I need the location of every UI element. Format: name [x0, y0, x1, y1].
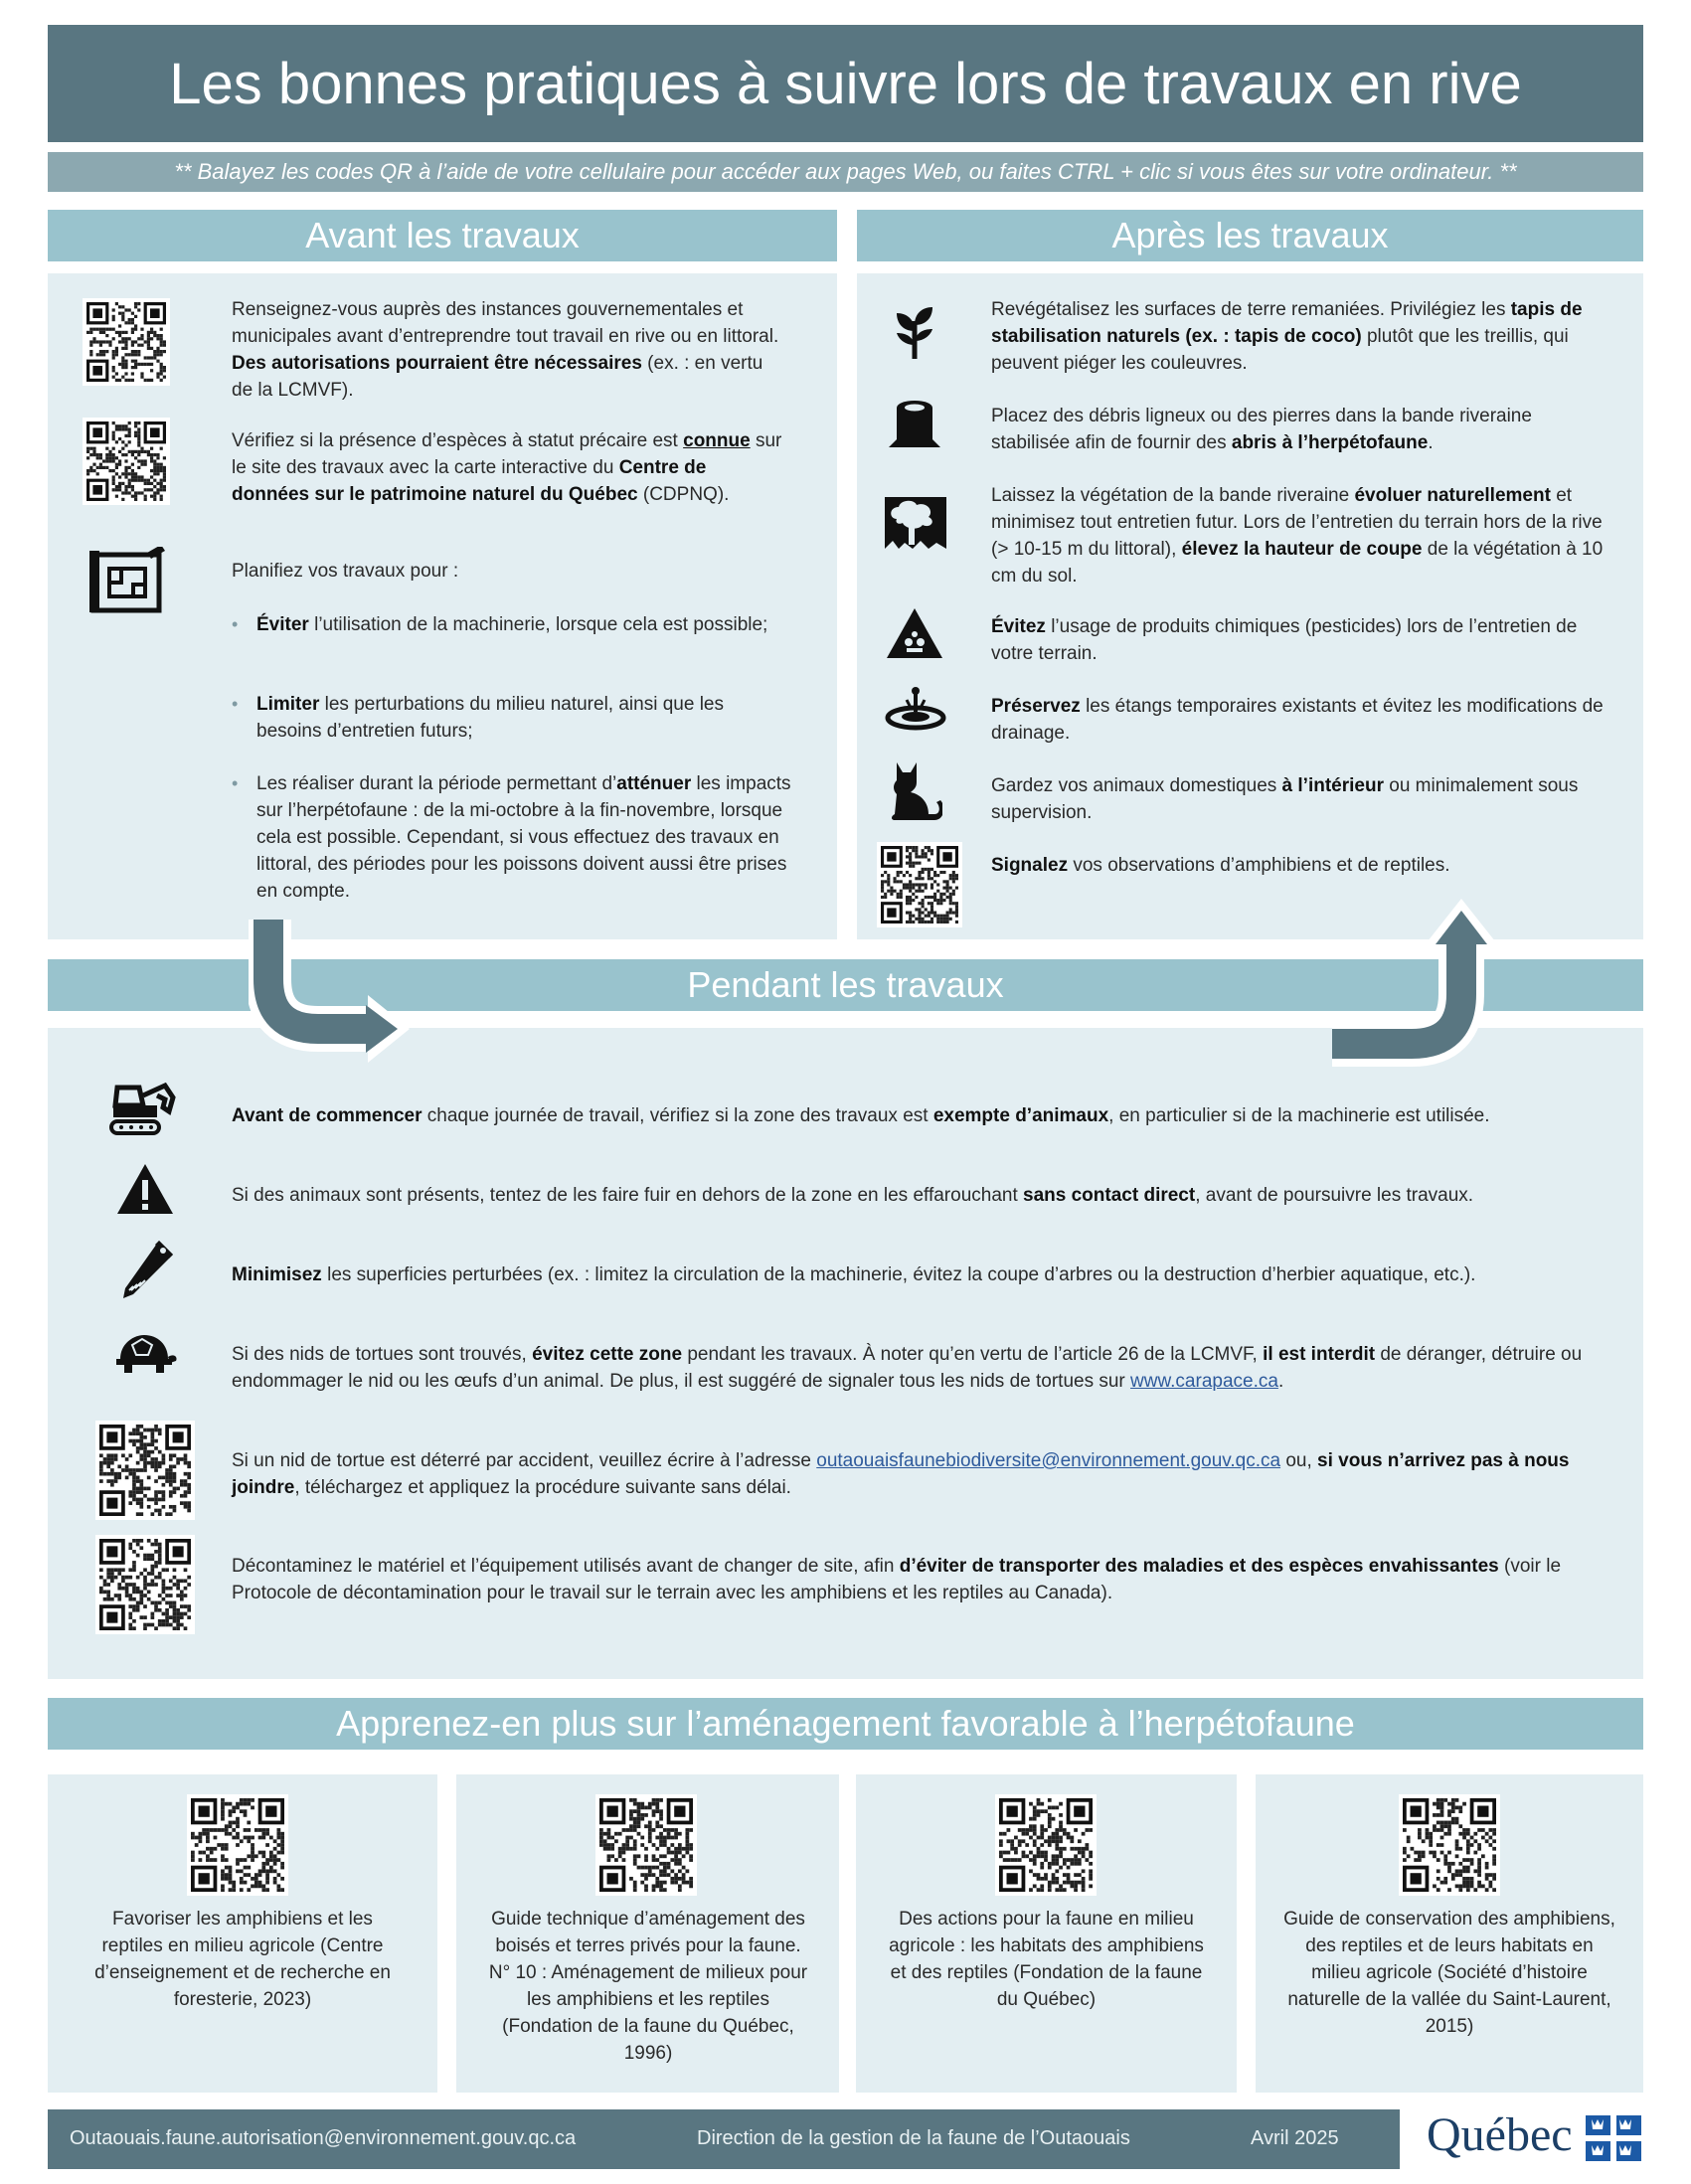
apres-item-1: Revégétalisez les surfaces de terre remaniées. Privilégiez les tapis de stabilisation naturels (ex. : tapis de coco) plutôt que les treillis, qui peuvent piéger les couleuvres. [991, 299, 1583, 374]
turtle-icon [112, 1331, 178, 1376]
learn-heading: Apprenez-en plus sur l’aménagement favorable à l’herpétofaune [48, 1698, 1643, 1750]
pendant-item-1: Avant de commencer chaque journée de travail, vérifiez si la zone des travaux est exempte d’animaux, en particulier si de la machinerie est utilisée. [232, 1105, 1490, 1126]
footer-date: Avril 2025 [1251, 2127, 1339, 2149]
saw-icon [119, 1239, 175, 1300]
blueprint-icon [87, 547, 167, 616]
email-link[interactable]: outaouaisfaunebiodiversite@environnement.gouv.qc.ca [816, 1450, 1281, 1471]
stump-icon [885, 398, 944, 452]
apres-heading: Après les travaux [857, 210, 1643, 261]
qr-instructions: ** Balayez les codes QR à l’aide de votre cellulaire pour accéder aux pages Web, ou faites CTRL + clic si vous êtes sur votre ordinateur. ** [48, 152, 1643, 192]
pendant-item-5: Si un nid de tortue est déterré par accident, veuillez écrire à l’adresse outaouaisfaunebiodiversite@environnement.gouv.qc.ca ou, si vous n’arrivez pas à nous joindre, téléchargez et appliquez la procédure suivante sans délai. [232, 1450, 1570, 1498]
chemical-warning-icon [885, 606, 944, 661]
warning-icon [115, 1162, 175, 1217]
excavator-icon [109, 1078, 179, 1137]
pendant-item-6: Décontaminez le matériel et l’équipement utilisés avant de changer de site, afin d’éviter de transporter des maladies et des espèces envahissantes (voir le Protocole de décontamination pour le travail sur le terrain avec les amphibiens et les reptiles au Canada). [232, 1556, 1562, 1603]
pond-icon [885, 686, 946, 731]
learn-card-text: Guide de conservation des amphibiens, des reptiles et de leurs habitats en milieu agricole (Société d’histoire naturelle de la vallée du Saint-Laurent, 2015) [1283, 1909, 1615, 2037]
learn-card-2[interactable] [456, 1774, 839, 2093]
quebec-logo: Québec [1427, 2108, 1573, 2161]
page-title: Les bonnes pratiques à suivre lors de travaux en rive [48, 25, 1643, 142]
learn-card-text: Des actions pour la faune en milieu agricole : les habitats des amphibiens et des reptiles (Fondation de la faune du Québec) [889, 1909, 1204, 2010]
avant-heading: Avant les travaux [48, 210, 837, 261]
learn-card-text: Favoriser les amphibiens et les reptiles en milieu agricole (Centre d’enseignement et de recherche en foresterie, 2023) [94, 1909, 391, 2010]
learn-card-1[interactable] [48, 1774, 437, 2093]
apres-item-3: Laissez la végétation de la bande riveraine évoluer naturellement et minimisez tout entretien futur. Lors de l’entretien du terrain hors de la rive (> 10-15 m du littoral), élevez la hauteur de coupe de la végétation à 10 cm du sol. [991, 485, 1604, 587]
pendant-heading: Pendant les travaux [48, 959, 1643, 1011]
qr-code-icon[interactable] [1399, 1794, 1500, 1896]
cat-icon [887, 758, 942, 823]
avant-bullet-3: • Les réaliser durant la période permettant d’atténuer les impacts sur l’herpétofaune : de la mi-octobre à la fin-novembre, lorsque cela est possible. Cependant, si vous effectuez des travaux en littoral, des périodes pour les poissons doivent aussi être prises en compte. [232, 773, 791, 902]
avant-paragraph-2: Vérifiez si la présence d’espèces à statut précaire est connue sur le site des travaux avec la carte interactive du Centre de données sur le patrimoine naturel du Québec (CDPNQ). [232, 430, 782, 505]
footer-direction: Direction de la gestion de la faune de l’Outaouais [697, 2127, 1130, 2149]
qr-code-icon[interactable] [83, 418, 170, 505]
avant-panel [48, 273, 837, 939]
qr-code-icon[interactable] [83, 298, 170, 386]
seedling-icon [885, 301, 944, 361]
learn-card-4[interactable] [1256, 1774, 1643, 2093]
apres-item-7: Signalez vos observations d’amphibiens et de reptiles. [991, 855, 1450, 876]
avant-bullet-1: • Éviter l’utilisation de la machinerie, lorsque cela est possible; [232, 614, 768, 635]
pendant-panel [48, 1028, 1643, 1679]
qr-code-icon[interactable] [187, 1794, 288, 1896]
arrow-up-icon [1332, 895, 1501, 1069]
arrow-down-right-icon [249, 920, 418, 1079]
apres-item-2: Placez des débris ligneux ou des pierres dans la bande riveraine stabilisée afin de fournir des abris à l’herpétofaune. [991, 406, 1532, 453]
pendant-item-3: Minimisez les superficies perturbées (ex. : limitez la circulation de la machinerie, évitez la coupe d’arbres ou la destruction d’herbier aquatique, etc.). [232, 1264, 1476, 1285]
pendant-item-2: Si des animaux sont présents, tentez de les faire fuir en dehors de la zone en les effarouchant sans contact direct, avant de poursuivre les travaux. [232, 1185, 1474, 1206]
quebec-flag-icon [1586, 2115, 1641, 2161]
qr-code-icon[interactable] [595, 1794, 697, 1896]
avant-paragraph-3: Planifiez vos travaux pour : [232, 561, 459, 582]
tree-landscape-icon [885, 497, 946, 557]
apres-item-5: Préservez les étangs temporaires existants et évitez les modifications de drainage. [991, 696, 1604, 744]
apres-item-6: Gardez vos animaux domestiques à l’intérieur ou minimalement sous supervision. [991, 775, 1579, 823]
avant-bullet-2: • Limiter les perturbations du milieu naturel, ainsi que les besoins d’entretien futurs; [232, 694, 724, 742]
avant-paragraph-1: Renseignez-vous auprès des instances gouvernementales et municipales avant d’entreprendre tout travail en rive ou en littoral. Des autorisations pourraient être nécessaires (ex. : en vertu de la LCMVF). [232, 299, 779, 401]
carapace-link[interactable]: www.carapace.ca [1130, 1371, 1278, 1392]
pendant-item-4: Si des nids de tortues sont trouvés, évitez cette zone pendant les travaux. À noter qu’en vertu de l’article 26 de la LCMVF, il est interdit de déranger, détruire ou endommager le nid ou les œufs d’un animal. De plus, il est suggéré de signaler tous les nids de tortues sur www.carapace.ca. [232, 1344, 1583, 1392]
qr-code-icon[interactable] [877, 842, 962, 927]
footer [48, 2109, 1400, 2169]
learn-card-3[interactable] [856, 1774, 1237, 2093]
qr-code-icon[interactable] [995, 1794, 1097, 1896]
learn-card-text: Guide technique d’aménagement des boisés et terres privés pour la faune. N° 10 : Aménagement de milieux pour les amphibiens et les reptiles (Fondation de la faune du Québec, 1996) [488, 1909, 808, 2064]
qr-code-icon[interactable] [95, 1535, 195, 1634]
qr-code-icon[interactable] [95, 1421, 195, 1520]
apres-panel [857, 273, 1643, 939]
footer-email[interactable]: Outaouais.faune.autorisation@environnement.gouv.qc.ca [70, 2127, 577, 2149]
apres-item-4: Évitez l’usage de produits chimiques (pesticides) lors de l’entretien de votre terrain. [991, 616, 1578, 664]
